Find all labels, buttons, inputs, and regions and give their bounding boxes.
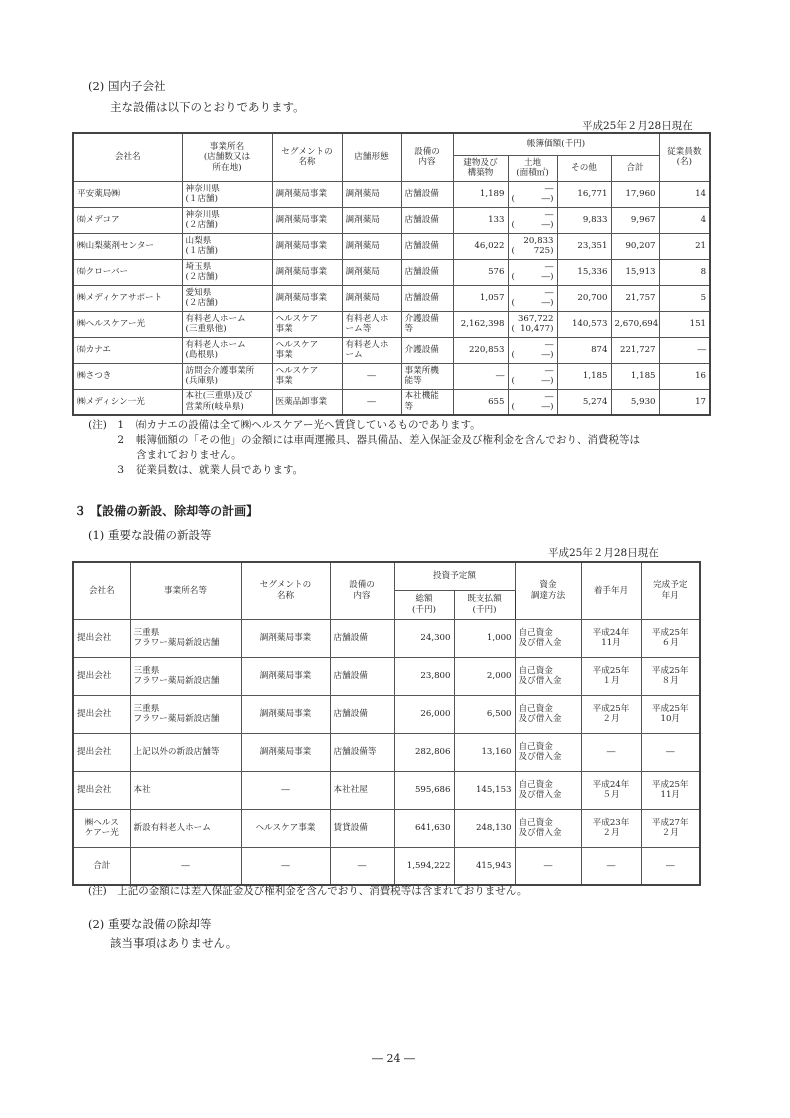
- cell-office: 本社: [130, 771, 241, 809]
- cell-segment: ヘルスケア 事業: [272, 337, 342, 363]
- land-area-value: ―: [541, 272, 551, 282]
- cell-equipment: 店舗設備等: [330, 733, 394, 771]
- table-row: [73, 657, 700, 695]
- land-area-value: ―: [541, 350, 551, 360]
- cell-store-type: 調剤薬局: [342, 259, 401, 285]
- cell-land: [508, 207, 557, 233]
- land-area-value: ―: [541, 298, 551, 308]
- cell-equipment: 事業所機 能等: [401, 363, 453, 389]
- note-text: ㈲カナエの設備は全て㈱ヘルスケアー光へ賃貸しているものであります。: [136, 419, 481, 431]
- cell-equipment: 本社機能 等: [401, 389, 453, 415]
- note-label: 3: [117, 464, 124, 476]
- cell-segment: 調剤薬局事業: [241, 733, 330, 771]
- land-area: ( 10,477): [511, 324, 554, 334]
- cell-office: ―: [130, 847, 241, 885]
- land-value: ―: [544, 340, 554, 350]
- cell-land: [508, 285, 557, 311]
- cell-total: 2,670,694: [611, 311, 659, 337]
- cell-start: ―: [581, 733, 641, 771]
- header-buildings: 建物及び 構築物: [453, 155, 508, 181]
- cell-completion: 平成25年 ８月: [641, 657, 700, 695]
- header-company: 会社名: [73, 562, 130, 619]
- cell-office: 訪問会介護事業所 (兵庫県): [182, 363, 272, 389]
- section3-heading: ３ 【設備の新設、除却等の計画】: [74, 504, 259, 518]
- cell-paid: 145,153: [454, 771, 515, 809]
- header-total: 合計: [611, 155, 659, 181]
- cell-equipment: 店舗設備: [330, 695, 394, 733]
- cell-total: 21,757: [611, 285, 659, 311]
- cell-employees: 5: [659, 285, 710, 311]
- table-row: [73, 809, 700, 847]
- table-row: [73, 337, 710, 363]
- cell-other: 15,336: [557, 259, 611, 285]
- table-row: [73, 733, 700, 771]
- cell-funding: ―: [515, 847, 581, 885]
- land-area-value: 10,477: [520, 324, 551, 334]
- header-equipment: 設備の 内容: [330, 562, 394, 619]
- cell-office: 神奈川県 (１店舗): [182, 181, 272, 207]
- cell-office: 上記以外の新設店舗等: [130, 733, 241, 771]
- cell-completion: 平成25年 11月: [641, 771, 700, 809]
- cell-other: 874: [557, 337, 611, 363]
- header-company: 会社名: [73, 133, 182, 181]
- land-area: ( ―): [511, 220, 554, 230]
- cell-segment: ヘルスケア 事業: [272, 311, 342, 337]
- cell-company: ㈱メディケアサポート: [73, 285, 182, 311]
- cell-segment: 調剤薬局事業: [241, 657, 330, 695]
- land-value: ―: [544, 288, 554, 298]
- cell-buildings: 2,162,398: [453, 311, 508, 337]
- land-value: ―: [544, 210, 554, 220]
- cell-office: 神奈川県 (２店舗): [182, 207, 272, 233]
- cell-funding: 自己資金 及び借入金: [515, 809, 581, 847]
- header-paid-amount: 既支払額 (千円): [454, 590, 515, 619]
- as-of-date: 平成25年２月28日現在: [582, 120, 693, 132]
- note-label: 2: [117, 434, 124, 446]
- header-segment: セグメントの 名称: [241, 562, 330, 619]
- cell-segment: ―: [241, 847, 330, 885]
- cell-paid: 248,130: [454, 809, 515, 847]
- cell-paid: 13,160: [454, 733, 515, 771]
- cell-paid: 415,943: [454, 847, 515, 885]
- cell-land: [508, 233, 557, 259]
- cell-employees: 8: [659, 259, 710, 285]
- cell-total-amount: 23,800: [394, 657, 454, 695]
- cell-total: 17,960: [611, 181, 659, 207]
- header-total-amount: 総額 (千円): [394, 590, 454, 619]
- cell-land: [508, 259, 557, 285]
- cell-equipment: 店舗設備: [401, 259, 453, 285]
- table-row: [73, 259, 710, 285]
- table-row: [73, 207, 710, 233]
- cell-buildings: 133: [453, 207, 508, 233]
- cell-equipment: 介護設備: [401, 337, 453, 363]
- subsidiary-equipment-table: [72, 132, 711, 416]
- cell-company: 提出会社: [73, 733, 130, 771]
- cell-completion: ―: [641, 847, 700, 885]
- cell-equipment: 店舗設備: [401, 233, 453, 259]
- cell-buildings: 1,057: [453, 285, 508, 311]
- cell-equipment: 介護設備 等: [401, 311, 453, 337]
- total-row: [73, 847, 700, 885]
- cell-office: 三重県 フラワー薬局新設店舗: [130, 619, 241, 657]
- header-equipment: 設備の 内容: [401, 133, 453, 181]
- cell-segment: ヘルスケア 事業: [272, 363, 342, 389]
- section-heading-domestic-subsidiaries: (2) 国内子会社: [88, 79, 166, 93]
- cell-equipment: 店舗設備: [401, 181, 453, 207]
- cell-funding: 自己資金 及び借入金: [515, 695, 581, 733]
- cell-other: 5,274: [557, 389, 611, 415]
- cell-other: 140,573: [557, 311, 611, 337]
- header-planned-investment: 投資予定額: [394, 562, 515, 590]
- cell-company: ㈲カナエ: [73, 337, 182, 363]
- land-area: ( ―): [511, 194, 554, 204]
- header-land: 土地 (面積㎡): [508, 155, 557, 181]
- section3-sub2-text: 該当事項はありません。: [110, 936, 238, 950]
- cell-funding: 自己資金 及び借入金: [515, 657, 581, 695]
- note-item: [88, 448, 640, 463]
- table-row: [73, 233, 710, 259]
- cell-completion: ―: [641, 733, 700, 771]
- new-equipment-plan-table: [72, 561, 701, 886]
- cell-segment: 調剤薬局事業: [241, 695, 330, 733]
- table-row: [73, 285, 710, 311]
- cell-office: 有料老人ホーム (三重県他): [182, 311, 272, 337]
- cell-company: 合計: [73, 847, 130, 885]
- land-value: 367,722: [517, 314, 554, 324]
- note-item: [88, 418, 640, 433]
- header-store-type: 店舗形態: [342, 133, 401, 181]
- cell-company: ㈱ヘルス ケアー光: [73, 809, 130, 847]
- cell-buildings: 220,853: [453, 337, 508, 363]
- land-value: ―: [544, 391, 554, 402]
- land-value: 20,833: [523, 236, 554, 246]
- cell-equipment: 店舗設備: [330, 619, 394, 657]
- cell-total-amount: 26,000: [394, 695, 454, 733]
- cell-segment: 調剤薬局事業: [272, 285, 342, 311]
- cell-company: 提出会社: [73, 657, 130, 695]
- cell-segment: 調剤薬局事業: [272, 233, 342, 259]
- cell-office: 本社(三重県)及び 営業所(岐阜県): [182, 389, 272, 415]
- table-row: [73, 771, 700, 809]
- cell-other: 16,771: [557, 181, 611, 207]
- cell-other: 1,185: [557, 363, 611, 389]
- land-area: ( ―): [511, 272, 554, 282]
- cell-land: [508, 389, 557, 415]
- header-segment: セグメントの 名称: [272, 133, 342, 181]
- cell-funding: 自己資金 及び借入金: [515, 771, 581, 809]
- cell-employees: 16: [659, 363, 710, 389]
- cell-buildings: 576: [453, 259, 508, 285]
- cell-other: 23,351: [557, 233, 611, 259]
- cell-equipment: 本社社屋: [330, 771, 394, 809]
- cell-funding: 自己資金 及び借入金: [515, 733, 581, 771]
- cell-start: 平成24年 11月: [581, 619, 641, 657]
- land-area: ( ―): [511, 350, 554, 360]
- table-row: [73, 695, 700, 733]
- note-label: [88, 448, 136, 463]
- cell-store-type: 調剤薬局: [342, 285, 401, 311]
- cell-segment: ―: [241, 771, 330, 809]
- cell-equipment: ―: [330, 847, 394, 885]
- table-row: [73, 389, 710, 415]
- section3-sub2-heading: (2) 重要な設備の除却等: [88, 917, 212, 931]
- cell-total: 15,913: [611, 259, 659, 285]
- cell-store-type: ―: [342, 363, 401, 389]
- cell-company: ㈲メデコア: [73, 207, 182, 233]
- note-text: 含まれておりません。: [136, 449, 242, 461]
- cell-segment: 調剤薬局事業: [272, 181, 342, 207]
- cell-land: [508, 311, 557, 337]
- cell-company: 提出会社: [73, 771, 130, 809]
- cell-total-amount: 282,806: [394, 733, 454, 771]
- cell-company: 提出会社: [73, 619, 130, 657]
- cell-office: 新設有料老人ホーム: [130, 809, 241, 847]
- cell-total: 90,207: [611, 233, 659, 259]
- cell-total-amount: 641,630: [394, 809, 454, 847]
- land-area-value: ―: [541, 401, 551, 412]
- cell-start: ―: [581, 847, 641, 885]
- notes-subsidiaries: [88, 418, 640, 478]
- cell-start: 平成25年 ２月: [581, 695, 641, 733]
- land-area-value: 725: [533, 246, 551, 256]
- section-intro: 主な設備は以下のとおりであります。: [110, 100, 305, 114]
- cell-office: 山梨県 (１店舗): [182, 233, 272, 259]
- cell-buildings: 655: [453, 389, 508, 415]
- cell-total: 5,930: [611, 389, 659, 415]
- table-row: [73, 181, 710, 207]
- land-value: ―: [544, 262, 554, 272]
- cell-buildings: 46,022: [453, 233, 508, 259]
- cell-employees: 151: [659, 311, 710, 337]
- cell-start: 平成24年 ５月: [581, 771, 641, 809]
- cell-employees: 4: [659, 207, 710, 233]
- land-area: ( ―): [511, 376, 554, 386]
- cell-start: 平成23年 ２月: [581, 809, 641, 847]
- cell-store-type: ―: [342, 389, 401, 415]
- cell-funding: 自己資金 及び借入金: [515, 619, 581, 657]
- cell-start: 平成25年 １月: [581, 657, 641, 695]
- cell-employees: 17: [659, 389, 710, 415]
- cell-total-amount: 24,300: [394, 619, 454, 657]
- cell-segment: 調剤薬局事業: [272, 259, 342, 285]
- page-number: ― 24 ―: [372, 1052, 415, 1065]
- cell-total: 9,967: [611, 207, 659, 233]
- cell-paid: 6,500: [454, 695, 515, 733]
- cell-store-type: 有料老人ホ ーム: [342, 337, 401, 363]
- land-area: ( ―): [511, 298, 554, 308]
- as-of-date-2: 平成25年２月28日現在: [548, 547, 659, 559]
- cell-segment: ヘルスケア事業: [241, 809, 330, 847]
- cell-company: ㈱ヘルスケアー光: [73, 311, 182, 337]
- cell-company: ㈱山梨薬剤センター: [73, 233, 182, 259]
- cell-completion: 平成25年 ６月: [641, 619, 700, 657]
- cell-company: ㈱さつき: [73, 363, 182, 389]
- cell-total: 221,727: [611, 337, 659, 363]
- cell-store-type: 調剤薬局: [342, 181, 401, 207]
- cell-company: 平安薬局㈱: [73, 181, 182, 207]
- table-row: [73, 363, 710, 389]
- cell-office: 有料老人ホーム (島根県): [182, 337, 272, 363]
- cell-land: [508, 337, 557, 363]
- land-area: ( ―): [511, 401, 554, 412]
- cell-other: 20,700: [557, 285, 611, 311]
- land-area-value: ―: [541, 194, 551, 204]
- note-text: 従業員数は、就業人員であります。: [136, 464, 304, 476]
- land-area-value: ―: [541, 376, 551, 386]
- cell-total-amount: 1,594,222: [394, 847, 454, 885]
- note-item: [88, 463, 640, 478]
- header-start: 着手年月: [581, 562, 641, 619]
- land-area-value: ―: [541, 220, 551, 230]
- cell-store-type: 調剤薬局: [342, 233, 401, 259]
- section3-sub1-heading: (1) 重要な設備の新設等: [88, 528, 212, 542]
- cell-equipment: 店舗設備: [401, 207, 453, 233]
- cell-paid: 1,000: [454, 619, 515, 657]
- cell-equipment: 店舗設備: [401, 285, 453, 311]
- cell-company: ㈲クローバー: [73, 259, 182, 285]
- cell-buildings: ―: [453, 363, 508, 389]
- cell-buildings: 1,189: [453, 181, 508, 207]
- cell-total-amount: 595,686: [394, 771, 454, 809]
- cell-segment: 医薬品卸事業: [272, 389, 342, 415]
- header-book-value: 帳簿価額(千円): [453, 133, 659, 155]
- land-value: ―: [544, 184, 554, 194]
- cell-employees: 14: [659, 181, 710, 207]
- cell-store-type: 調剤薬局: [342, 207, 401, 233]
- header-office: 事業所名 (店舗数又は 所在地): [182, 133, 272, 181]
- cell-completion: 平成27年 ２月: [641, 809, 700, 847]
- cell-paid: 2,000: [454, 657, 515, 695]
- note-text: 帳簿価額の「その他」の金額には車両運搬具、器具備品、差入保証金及び権利金を含んでおり、消費税等は: [136, 434, 640, 446]
- header-office: 事業所名等: [130, 562, 241, 619]
- note-label: (注) 1: [88, 419, 124, 431]
- cell-segment: 調剤薬局事業: [241, 619, 330, 657]
- cell-employees: ―: [659, 337, 710, 363]
- cell-company: ㈱メディシン一光: [73, 389, 182, 415]
- header-completion: 完成予定 年月: [641, 562, 700, 619]
- table-row: [73, 311, 710, 337]
- cell-land: [508, 181, 557, 207]
- header-employees: 従業員数 (名): [659, 133, 710, 181]
- cell-employees: 21: [659, 233, 710, 259]
- note-item: [88, 433, 640, 448]
- cell-total: 1,185: [611, 363, 659, 389]
- note-plan: (注) 上記の金額には差入保証金及び権利金を含んでおり、消費税等は含まれておりません。: [88, 885, 528, 897]
- cell-company: 提出会社: [73, 695, 130, 733]
- cell-segment: 調剤薬局事業: [272, 207, 342, 233]
- cell-office: 三重県 フラワー薬局新設店舗: [130, 657, 241, 695]
- cell-office: 埼玉県 (２店舗): [182, 259, 272, 285]
- header-other: その他: [557, 155, 611, 181]
- cell-equipment: 店舗設備: [330, 657, 394, 695]
- cell-land: [508, 363, 557, 389]
- cell-office: 三重県 フラワー薬局新設店舗: [130, 695, 241, 733]
- cell-equipment: 賃貸設備: [330, 809, 394, 847]
- cell-store-type: 有料老人ホ ーム等: [342, 311, 401, 337]
- cell-other: 9,833: [557, 207, 611, 233]
- table-row: [73, 619, 700, 657]
- cell-office: 愛知県 (２店舗): [182, 285, 272, 311]
- header-funding: 資金 調達方法: [515, 562, 581, 619]
- land-area: ( 725): [511, 246, 554, 256]
- cell-completion: 平成25年 10月: [641, 695, 700, 733]
- land-value: ―: [544, 366, 554, 376]
